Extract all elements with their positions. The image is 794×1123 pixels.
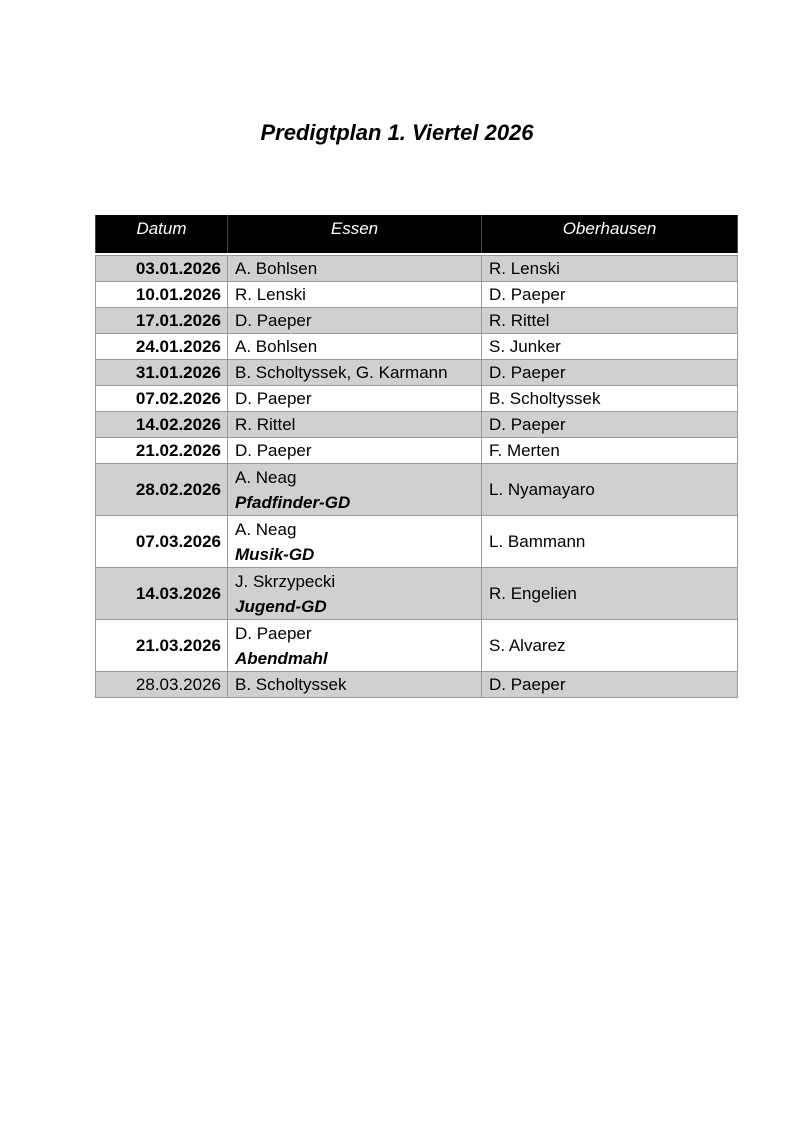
table-row xyxy=(96,256,738,282)
table-row xyxy=(96,464,738,516)
table-row xyxy=(96,360,738,386)
row-date: 07.03.2026 xyxy=(96,516,228,568)
row-essen-preacher: A. Neag xyxy=(235,467,297,487)
schedule-table xyxy=(95,215,738,698)
row-date: 14.02.2026 xyxy=(96,412,228,438)
row-essen-note: Abendmahl xyxy=(235,648,328,668)
row-essen: A. Bohlsen xyxy=(228,334,482,360)
row-essen xyxy=(228,516,482,568)
row-oberhausen: R. Engelien xyxy=(482,568,738,620)
table-row xyxy=(96,386,738,412)
row-oberhausen: D. Paeper xyxy=(482,412,738,438)
row-oberhausen: D. Paeper xyxy=(482,282,738,308)
row-oberhausen: S. Alvarez xyxy=(482,620,738,672)
row-essen: R. Lenski xyxy=(228,282,482,308)
row-oberhausen: L. Bammann xyxy=(482,516,738,568)
row-oberhausen: B. Scholtyssek xyxy=(482,386,738,412)
table-row xyxy=(96,308,738,334)
row-essen xyxy=(228,620,482,672)
row-oberhausen: L. Nyamayaro xyxy=(482,464,738,516)
row-date: 03.01.2026 xyxy=(96,256,228,282)
header-oberhausen: Oberhausen xyxy=(482,215,738,253)
row-essen-preacher: J. Skrzypecki xyxy=(235,571,336,591)
row-date: 28.03.2026 xyxy=(96,672,228,698)
table-row xyxy=(96,620,738,672)
row-oberhausen: D. Paeper xyxy=(482,672,738,698)
row-oberhausen: R. Rittel xyxy=(482,308,738,334)
row-essen: R. Rittel xyxy=(228,412,482,438)
table-row xyxy=(96,334,738,360)
row-oberhausen: S. Junker xyxy=(482,334,738,360)
row-essen xyxy=(228,464,482,516)
row-date: 28.02.2026 xyxy=(96,464,228,516)
row-oberhausen: R. Lenski xyxy=(482,256,738,282)
row-date: 21.03.2026 xyxy=(96,620,228,672)
table-row xyxy=(96,516,738,568)
row-essen xyxy=(228,568,482,620)
row-essen-preacher: D. Paeper xyxy=(235,623,312,643)
row-essen: A. Bohlsen xyxy=(228,256,482,282)
row-oberhausen: D. Paeper xyxy=(482,360,738,386)
row-essen: B. Scholtyssek, G. Karmann xyxy=(228,360,482,386)
page-title: Predigtplan 1. Viertel 2026 xyxy=(260,120,534,145)
row-date: 31.01.2026 xyxy=(96,360,228,386)
row-date: 17.01.2026 xyxy=(96,308,228,334)
row-date: 24.01.2026 xyxy=(96,334,228,360)
row-essen: D. Paeper xyxy=(228,308,482,334)
row-date: 07.02.2026 xyxy=(96,386,228,412)
row-date: 21.02.2026 xyxy=(96,438,228,464)
table-row xyxy=(96,568,738,620)
row-date: 10.01.2026 xyxy=(96,282,228,308)
row-essen: B. Scholtyssek xyxy=(228,672,482,698)
table-row xyxy=(96,672,738,698)
row-essen-note: Pfadfinder-GD xyxy=(235,492,351,512)
table-row xyxy=(96,412,738,438)
table-row xyxy=(96,438,738,464)
row-essen: D. Paeper xyxy=(228,386,482,412)
table-header-row xyxy=(96,215,738,253)
row-oberhausen: F. Merten xyxy=(482,438,738,464)
row-essen: D. Paeper xyxy=(228,438,482,464)
row-date: 14.03.2026 xyxy=(96,568,228,620)
header-essen: Essen xyxy=(228,215,482,253)
row-essen-note: Musik-GD xyxy=(235,544,315,564)
row-essen-note: Jugend-GD xyxy=(235,596,327,616)
table-row xyxy=(96,282,738,308)
row-essen-preacher: A. Neag xyxy=(235,519,297,539)
header-date: Datum xyxy=(96,215,228,253)
